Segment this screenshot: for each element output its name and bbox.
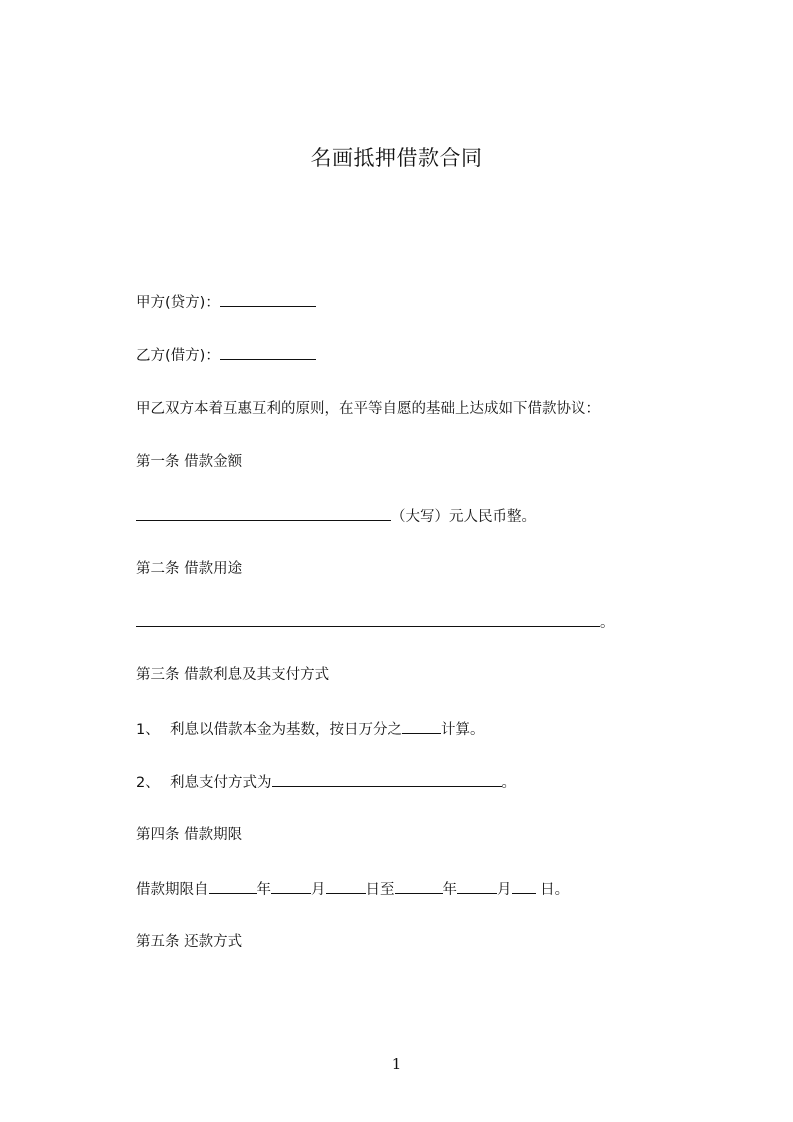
item-1-text: 利息以借款本金为基数，按日万分之 [170,722,402,738]
party-a-label: 甲方(贷方)： [136,295,220,311]
article-1-heading: 第一条 借款金额 [136,454,243,470]
interest-item-2 [136,772,516,793]
item-1-suffix: 计算。 [441,722,485,738]
amount-line [136,506,536,527]
party-b-label: 乙方(借方)： [136,348,220,364]
year-label-2: 年 [442,882,457,898]
day-to-label: 日至 [365,882,395,898]
purpose-suffix: 。 [600,615,615,631]
document-title: 名画抵押借款合同 [310,146,483,170]
amount-suffix: （大写）元人民币整。 [391,509,536,525]
amount-blank [136,506,391,521]
page-number: 1 [391,1055,402,1073]
interest-rate-blank [402,719,441,734]
article-5-heading: 第五条 还款方式 [136,934,243,950]
party-b-line [136,345,316,366]
party-a-blank [220,292,316,307]
end-day-blank [512,879,536,894]
term-line [136,879,569,900]
month-label-1: 月 [311,882,326,898]
article-3-heading: 第三条 借款利息及其支付方式 [136,667,330,683]
term-prefix: 借款期限自 [136,882,209,898]
start-year-blank [209,879,257,894]
year-label-1: 年 [256,882,271,898]
end-year-blank [395,879,443,894]
item-2-suffix: 。 [501,775,516,791]
item-2-number: 2、 [136,775,160,791]
interest-item-1 [136,719,485,740]
start-month-blank [271,879,311,894]
article-4-heading: 第四条 借款期限 [136,827,243,843]
item-1-number: 1、 [136,722,160,738]
item-2-text: 利息支付方式为 [170,775,272,791]
payment-method-blank [272,772,502,787]
intro-paragraph: 甲乙双方本着互惠互利的原则，在平等自愿的基础上达成如下借款协议： [136,401,600,417]
purpose-blank [136,612,600,627]
article-2-heading: 第二条 借款用途 [136,561,243,577]
purpose-line [136,612,615,633]
party-a-line [136,292,316,313]
month-label-2: 月 [497,882,512,898]
day-end-label: 日。 [535,882,570,898]
start-day-blank [326,879,366,894]
end-month-blank [457,879,497,894]
party-b-blank [220,345,316,360]
